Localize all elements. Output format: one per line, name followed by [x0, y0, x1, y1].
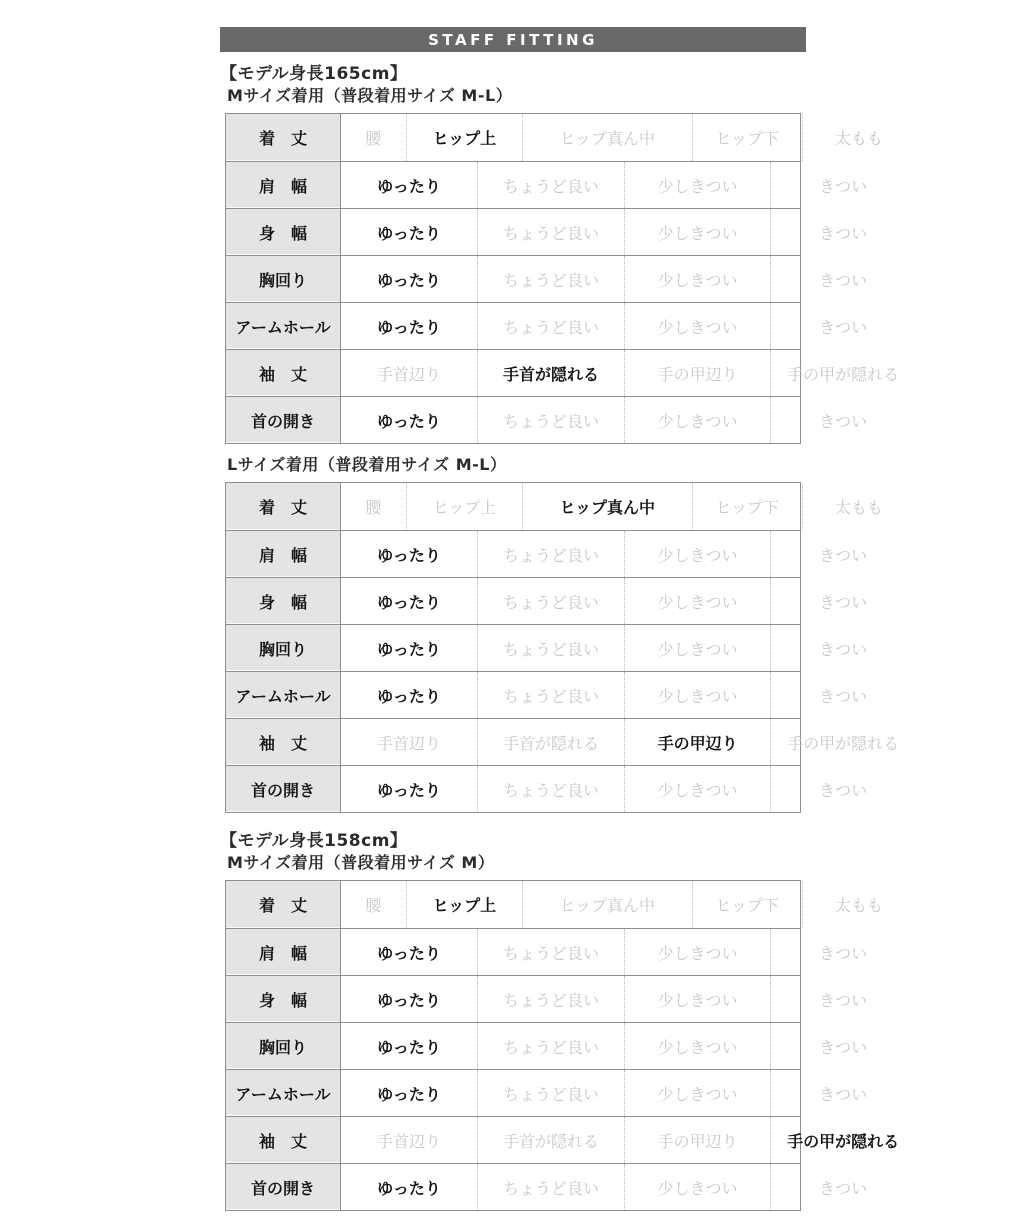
option-cell: 手の甲が隠れる: [770, 719, 915, 765]
row-header: 着 丈: [226, 881, 341, 928]
option-cell: ちょうど良い: [477, 209, 624, 255]
fitting-block: [220, 853, 900, 1211]
row-header: 肩 幅: [226, 531, 341, 577]
option-cell: 手の甲辺り: [624, 1117, 770, 1163]
option-cell: ヒップ下: [692, 881, 802, 928]
option-cell-selected: ゆったり: [377, 943, 441, 963]
fitting-row: [226, 881, 883, 928]
option-cell-selected: ゆったり: [377, 545, 441, 565]
fitting-row: [226, 577, 868, 624]
option-cell: 手首が隠れる: [477, 1117, 624, 1163]
option-cell: ヒップ真ん中: [522, 114, 692, 161]
option-cell-selected: 手の甲が隠れる: [770, 1117, 915, 1163]
fitting-row: [226, 483, 883, 530]
option-cell-selected: 手首が隠れる: [477, 350, 624, 396]
row-header: 胸回り: [226, 1023, 341, 1069]
option-cell: ちょうど良い: [477, 397, 624, 443]
model-height-label: 【モデル身長158cm】: [220, 831, 408, 851]
size-usage-label: Mサイズ着用（普段着用サイズ M-L）: [227, 86, 513, 105]
model-height-label: 【モデル身長165cm】: [220, 64, 408, 84]
option-cell: きつい: [770, 578, 915, 624]
option-cell: 腰: [365, 129, 382, 148]
option-cell: 少しきつい: [624, 976, 770, 1022]
row-header: 身 幅: [226, 209, 341, 255]
model-section: [220, 64, 900, 813]
fitting-row: [226, 1116, 900, 1163]
fitting-row: [226, 208, 868, 255]
row-header: 着 丈: [226, 483, 341, 530]
model-section: [220, 831, 900, 1211]
option-cell: ちょうど良い: [477, 578, 624, 624]
fitting-row: [226, 114, 883, 161]
section-title: STAFF FITTING: [428, 30, 598, 49]
option-cell: ちょうど良い: [477, 1023, 624, 1069]
option-cell: 太もも: [802, 483, 915, 530]
row-header: 袖 丈: [226, 1117, 341, 1163]
option-cell: ちょうど良い: [477, 1164, 624, 1210]
fitting-row: [226, 349, 900, 396]
option-cell: 少しきつい: [624, 209, 770, 255]
option-cell-selected: ゆったり: [377, 411, 441, 431]
option-cell: きつい: [770, 531, 915, 577]
option-cell: 腰: [365, 498, 382, 517]
fitting-row: [226, 302, 868, 349]
option-cell: ヒップ上: [406, 483, 522, 530]
fitting-row: [226, 1163, 868, 1210]
option-cell: きつい: [770, 1023, 915, 1069]
row-header: アームホール: [226, 672, 341, 718]
fitting-row: [226, 975, 868, 1022]
option-cell-selected: 手の甲辺り: [624, 719, 770, 765]
fitting-row: [226, 765, 868, 812]
row-header: 首の開き: [226, 766, 341, 812]
option-cell: 少しきつい: [624, 1070, 770, 1116]
row-header: 肩 幅: [226, 162, 341, 208]
fitting-row: [226, 1022, 868, 1069]
fitting-row: [226, 671, 868, 718]
option-cell-selected: ゆったり: [377, 1084, 441, 1104]
option-cell: ヒップ下: [692, 483, 802, 530]
row-header: 着 丈: [226, 114, 341, 161]
option-cell-selected: ゆったり: [377, 176, 441, 196]
fitting-table: [225, 113, 900, 444]
row-header: アームホール: [226, 1070, 341, 1116]
fitting-row: [226, 161, 868, 208]
fitting-table: [225, 482, 900, 813]
option-cell-selected: ゆったり: [377, 639, 441, 659]
option-cell: ちょうど良い: [477, 625, 624, 671]
row-header: 首の開き: [226, 1164, 341, 1210]
option-cell-selected: ゆったり: [377, 270, 441, 290]
option-cell: きつい: [770, 976, 915, 1022]
option-cell: 手首が隠れる: [477, 719, 624, 765]
option-cell-selected: ゆったり: [377, 1178, 441, 1198]
option-cell-selected: ヒップ上: [406, 114, 522, 161]
fitting-block: [220, 455, 900, 813]
row-header: 肩 幅: [226, 929, 341, 975]
option-cell: 太もも: [802, 881, 915, 928]
row-header: 首の開き: [226, 397, 341, 443]
row-header: アームホール: [226, 303, 341, 349]
option-cell: 少しきつい: [624, 397, 770, 443]
option-cell: 少しきつい: [624, 303, 770, 349]
fitting-row: [226, 718, 900, 765]
fitting-sections: [220, 64, 900, 1211]
option-cell-selected: ゆったり: [377, 592, 441, 612]
option-cell: 手首辺り: [377, 733, 442, 753]
option-cell: 少しきつい: [624, 162, 770, 208]
row-header: 胸回り: [226, 256, 341, 302]
fitting-row: [226, 396, 868, 443]
option-cell-selected: ゆったり: [377, 990, 441, 1010]
option-cell: 少しきつい: [624, 929, 770, 975]
option-cell-selected: ゆったり: [377, 780, 441, 800]
option-cell: 少しきつい: [624, 531, 770, 577]
fitting-table: [225, 880, 900, 1211]
option-cell: 太もも: [802, 114, 915, 161]
row-header: 胸回り: [226, 625, 341, 671]
option-cell: 手の甲辺り: [624, 350, 770, 396]
option-cell: ヒップ下: [692, 114, 802, 161]
option-cell: 少しきつい: [624, 766, 770, 812]
option-cell: きつい: [770, 303, 915, 349]
option-cell: 少しきつい: [624, 578, 770, 624]
fitting-row: [226, 255, 868, 302]
size-usage-label: Mサイズ着用（普段着用サイズ M）: [227, 853, 495, 872]
fitting-block: [220, 86, 900, 444]
option-cell: ちょうど良い: [477, 1070, 624, 1116]
row-header: 身 幅: [226, 976, 341, 1022]
option-cell: 腰: [365, 896, 382, 915]
option-cell: きつい: [770, 929, 915, 975]
fitting-row: [226, 928, 868, 975]
row-header: 袖 丈: [226, 350, 341, 396]
option-cell: ヒップ真ん中: [522, 881, 692, 928]
option-cell: 少しきつい: [624, 672, 770, 718]
option-cell-selected: ヒップ真ん中: [522, 483, 692, 530]
option-cell: きつい: [770, 1070, 915, 1116]
option-cell: 手首辺り: [377, 364, 442, 384]
fitting-row: [226, 530, 868, 577]
option-cell: きつい: [770, 625, 915, 671]
option-cell: ちょうど良い: [477, 531, 624, 577]
option-cell: 少しきつい: [624, 1164, 770, 1210]
fitting-row: [226, 624, 868, 671]
section-title-bar: [220, 27, 806, 52]
option-cell: ちょうど良い: [477, 929, 624, 975]
row-header: 袖 丈: [226, 719, 341, 765]
option-cell: きつい: [770, 209, 915, 255]
size-usage-label: Lサイズ着用（普段着用サイズ M-L）: [227, 455, 507, 474]
option-cell: きつい: [770, 162, 915, 208]
option-cell: ちょうど良い: [477, 256, 624, 302]
option-cell-selected: ゆったり: [377, 686, 441, 706]
option-cell: ちょうど良い: [477, 162, 624, 208]
fitting-row: [226, 1069, 868, 1116]
option-cell: きつい: [770, 1164, 915, 1210]
option-cell-selected: ゆったり: [377, 223, 441, 243]
option-cell-selected: ヒップ上: [406, 881, 522, 928]
option-cell: ちょうど良い: [477, 303, 624, 349]
row-header: 身 幅: [226, 578, 341, 624]
option-cell-selected: ゆったり: [377, 1037, 441, 1057]
option-cell-selected: ゆったり: [377, 317, 441, 337]
option-cell: 少しきつい: [624, 256, 770, 302]
option-cell: 少しきつい: [624, 625, 770, 671]
option-cell: 手の甲が隠れる: [770, 350, 915, 396]
option-cell: きつい: [770, 256, 915, 302]
option-cell: 手首辺り: [377, 1131, 442, 1151]
option-cell: きつい: [770, 766, 915, 812]
option-cell: ちょうど良い: [477, 976, 624, 1022]
option-cell: 少しきつい: [624, 1023, 770, 1069]
staff-fitting-panel: [220, 27, 900, 1211]
option-cell: ちょうど良い: [477, 766, 624, 812]
option-cell: きつい: [770, 397, 915, 443]
option-cell: ちょうど良い: [477, 672, 624, 718]
option-cell: きつい: [770, 672, 915, 718]
